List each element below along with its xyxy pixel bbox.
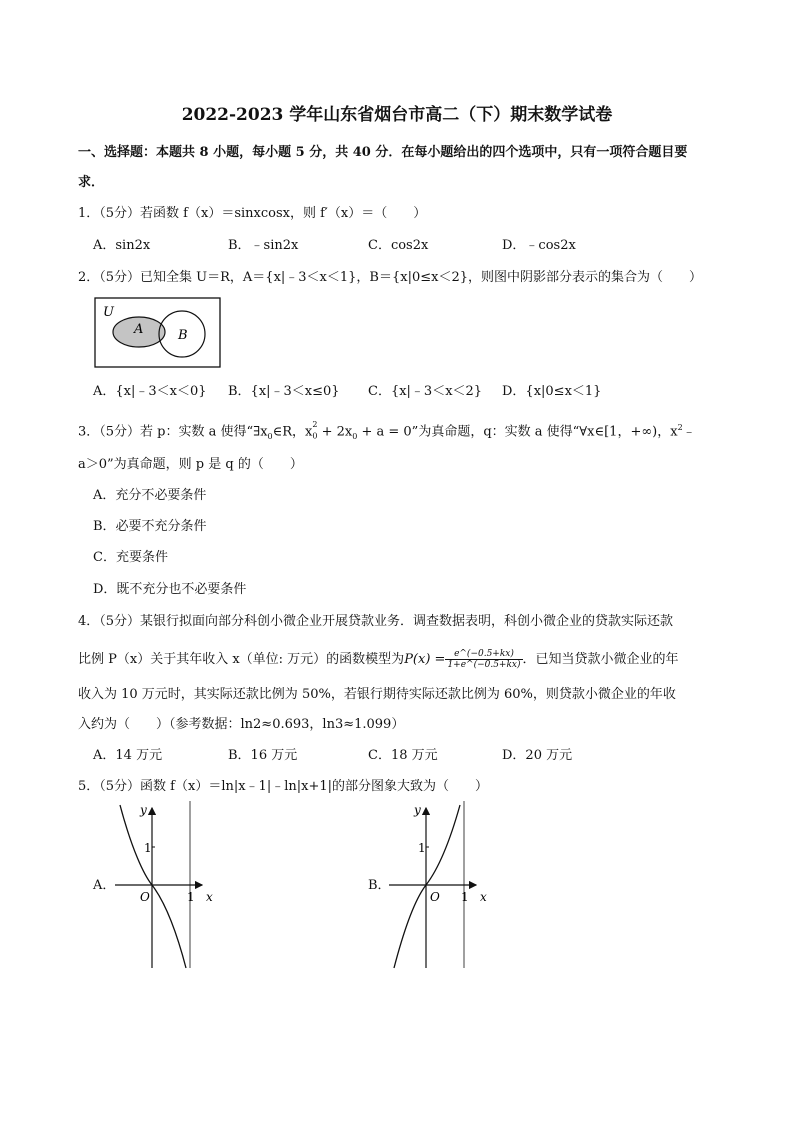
venn-label-b: B xyxy=(178,328,188,343)
q4-line2: 比例 P（x）关于其年收入 x（单位: 万元）的函数模型为P(x) = $\frac{e\^{}(-0.5+kx)}{1+e\^{}(-0.5+kx)}$ ．已知当贷款小微企业的年 xyxy=(78,649,679,670)
graph-a-x-one: 1 xyxy=(187,890,195,904)
q4-fraction: $\frac{e\^{}(-0.5+kx)}{1+e\^{}(-0.5+kx)}$ xyxy=(447,649,521,670)
q4-line1: 4．（5分）某银行拟面向部分科创小微企业开展贷款业务．调查数据表明，科创小微企业的贷款实际还款 xyxy=(78,614,674,629)
q2-option-c: C．{x|﹣3＜x＜2} xyxy=(368,384,483,399)
curve-a xyxy=(120,805,186,968)
graph-a-x-label: x xyxy=(206,890,213,904)
graph-b-y-label: y xyxy=(414,803,421,817)
graph-option-a xyxy=(110,800,220,970)
q1-option-a: A．sin2x xyxy=(93,238,151,253)
q4-line3: 收入为 10 万元时，其实际还款比例为 50%，若银行期待实际还款比例为 60%，则贷款小微企业的年收 xyxy=(78,687,676,702)
section-heading-line1: 一、选择题：本题共 8 小题，每小题 5 分，共 40 分．在每小题给出的四个选项中，只有一项符合题目要 xyxy=(78,145,688,160)
venn-label-a: A xyxy=(134,322,144,337)
venn-diagram xyxy=(94,297,222,369)
q3-option-d: D．既不充分也不必要条件 xyxy=(93,582,247,597)
section-heading-line2: 求． xyxy=(78,175,105,190)
q4-option-a: A．14 万元 xyxy=(93,748,163,763)
q1-option-c: C．cos2x xyxy=(368,238,429,253)
q2-option-b: B．{x|﹣3＜x≤0} xyxy=(228,384,340,399)
q4-option-c: C．18 万元 xyxy=(368,748,438,763)
exam-title: 2022-2023 学年山东省烟台市高二（下）期末数学试卷 xyxy=(181,105,613,125)
venn-label-u: U xyxy=(103,305,114,320)
q4-option-b: B．16 万元 xyxy=(228,748,298,763)
q2-option-d: D．{x|0≤x＜1} xyxy=(502,384,602,399)
q1-stem: 1．（5分）若函数 f（x）＝sinxcosx，则 f′（x）＝（ ） xyxy=(78,206,427,221)
curve-b xyxy=(394,805,460,968)
graph-b-origin-label: O xyxy=(430,890,440,904)
graph-a-y-one: 1 xyxy=(144,841,152,855)
q1-option-b: B．﹣sin2x xyxy=(228,238,299,253)
graph-a-y-label: y xyxy=(140,803,147,817)
graph-a-origin-label: O xyxy=(140,890,150,904)
q5-option-b-label: B． xyxy=(368,878,391,893)
q2-option-a: A．{x|﹣3＜x＜0} xyxy=(93,384,207,399)
q3-line2: a＞0”为真命题，则 p 是 q 的（ ） xyxy=(78,457,303,472)
q1-option-d: D．﹣cos2x xyxy=(502,238,576,253)
q4-option-d: D．20 万元 xyxy=(502,748,573,763)
q5-option-a-label: A． xyxy=(93,878,116,893)
graph-b-x-label: x xyxy=(480,890,487,904)
q4-line4: 入约为（ ）（参考数据：ln2≈0.693，ln3≈1.099） xyxy=(78,717,405,732)
q3-line1: 3．（5分）若 p：实数 a 使得“$\exists x_0\in R$，x 2 $_0 + 2x_0 + a = 0$”为真命题，q：实数 a 使得“∀x∈[1，+∞)，$x^2﹣$ xyxy=(78,420,696,441)
graph-option-b xyxy=(384,800,494,970)
q3-option-b: B．必要不充分条件 xyxy=(93,519,207,534)
q5-stem: 5．（5分）函数 f（x）＝ln|x﹣1|﹣ln|x+1|的部分图象大致为（ ） xyxy=(78,779,488,794)
graph-b-y-one: 1 xyxy=(418,841,426,855)
q3-option-a: A．充分不必要条件 xyxy=(93,488,207,503)
q2-stem: 2．（5分）已知全集 U＝R，A＝{x|﹣3＜x＜1}，B＝{x|0≤x＜2}，则图中阴影部分表示的集合为（ ） xyxy=(78,270,703,285)
graph-b-x-one: 1 xyxy=(461,890,469,904)
q3-option-c: C．充要条件 xyxy=(93,550,168,565)
